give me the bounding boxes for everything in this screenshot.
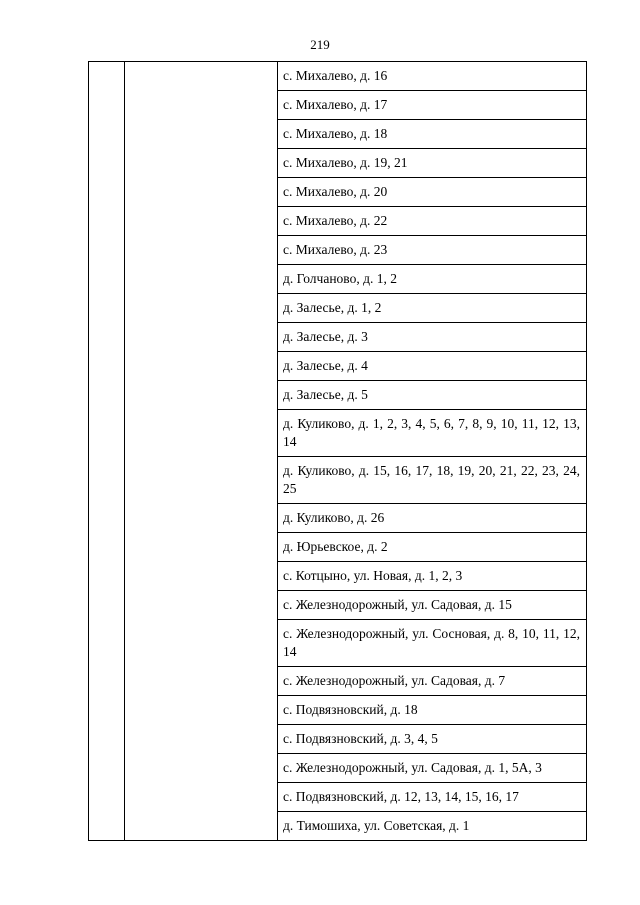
address-cell: с. Михалево, д. 23 [278, 236, 587, 265]
address-cell: с. Михалево, д. 16 [278, 62, 587, 91]
address-cell: с. Железнодорожный, ул. Садовая, д. 1, 5А, 3 [278, 754, 587, 783]
table-row [89, 62, 587, 91]
address-cell: д. Куликово, д. 1, 2, 3, 4, 5, 6, 7, 8, 9, 10, 11, 12, 13, 14 [278, 410, 587, 457]
address-cell: с. Железнодорожный, ул. Садовая, д. 15 [278, 591, 587, 620]
address-cell: д. Голчаново, д. 1, 2 [278, 265, 587, 294]
address-cell: д. Куликово, д. 15, 16, 17, 18, 19, 20, 21, 22, 23, 24, 25 [278, 457, 587, 504]
address-cell: с. Железнодорожный, ул. Сосновая, д. 8, 10, 11, 12, 14 [278, 620, 587, 667]
address-cell: с. Подвязновский, д. 3, 4, 5 [278, 725, 587, 754]
address-cell: с. Михалево, д. 19, 21 [278, 149, 587, 178]
address-cell: с. Михалево, д. 22 [278, 207, 587, 236]
address-cell: с. Подвязновский, д. 12, 13, 14, 15, 16, 17 [278, 783, 587, 812]
address-cell: д. Залесье, д. 5 [278, 381, 587, 410]
address-cell: д. Куликово, д. 26 [278, 504, 587, 533]
address-cell: д. Залесье, д. 4 [278, 352, 587, 381]
address-cell: д. Залесье, д. 3 [278, 323, 587, 352]
address-cell: с. Подвязновский, д. 18 [278, 696, 587, 725]
empty-cell-organization [125, 62, 278, 841]
address-cell: д. Залесье, д. 1, 2 [278, 294, 587, 323]
address-cell: с. Котцыно, ул. Новая, д. 1, 2, 3 [278, 562, 587, 591]
address-cell: д. Юрьевское, д. 2 [278, 533, 587, 562]
empty-cell-number [89, 62, 125, 841]
address-cell: с. Михалево, д. 18 [278, 120, 587, 149]
address-cell: с. Михалево, д. 20 [278, 178, 587, 207]
page-number: 219 [310, 37, 330, 52]
address-cell: с. Железнодорожный, ул. Садовая, д. 7 [278, 667, 587, 696]
address-cell: с. Михалево, д. 17 [278, 91, 587, 120]
address-table [88, 61, 587, 841]
address-cell: д. Тимошиха, ул. Советская, д. 1 [278, 812, 587, 841]
